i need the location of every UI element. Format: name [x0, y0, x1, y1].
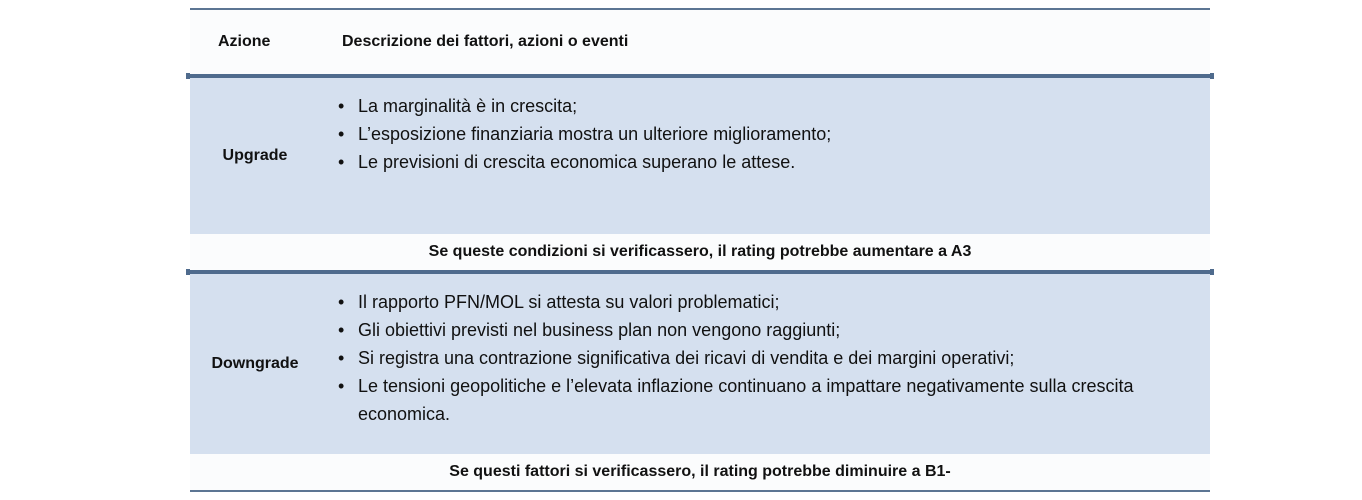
header-description: Descrizione dei fattori, azioni o eventi — [342, 33, 629, 50]
list-item: • Le previsioni di crescita economica superano le attese. — [358, 148, 1168, 176]
downgrade-factors-list — [190, 288, 1168, 428]
list-item: • La marginalità è in crescita; — [358, 92, 1168, 120]
table-bottom-rule — [190, 490, 1210, 492]
header-action: Azione — [218, 33, 271, 50]
rating-outlook-table — [190, 8, 1210, 492]
downgrade-row — [190, 274, 1210, 454]
table-header-row — [190, 10, 1210, 74]
upgrade-label: Upgrade — [222, 147, 288, 164]
upgrade-conclusion: Se queste condizioni si verificassero, il rating potrebbe aumentare a A3 — [190, 234, 1210, 270]
downgrade-label: Downgrade — [211, 355, 299, 372]
list-item: • L’esposizione finanziaria mostra un ulteriore miglioramento; — [358, 120, 1168, 148]
list-item: • Gli obiettivi previsti nel business plan non vengono raggiunti; — [358, 316, 1168, 344]
upgrade-row — [190, 78, 1210, 234]
list-item: • Il rapporto PFN/MOL si attesta su valori problematici; — [358, 288, 1168, 316]
list-item: • Si registra una contrazione significativa dei ricavi di vendita e dei margini operativi; — [358, 344, 1168, 372]
list-item: • Le tensioni geopolitiche e l’elevata inflazione continuano a impattare negativamente sulla crescita economica. — [358, 372, 1168, 428]
upgrade-factors-list — [190, 92, 1168, 176]
downgrade-conclusion: Se questi fattori si verificassero, il rating potrebbe diminuire a B1- — [190, 454, 1210, 490]
